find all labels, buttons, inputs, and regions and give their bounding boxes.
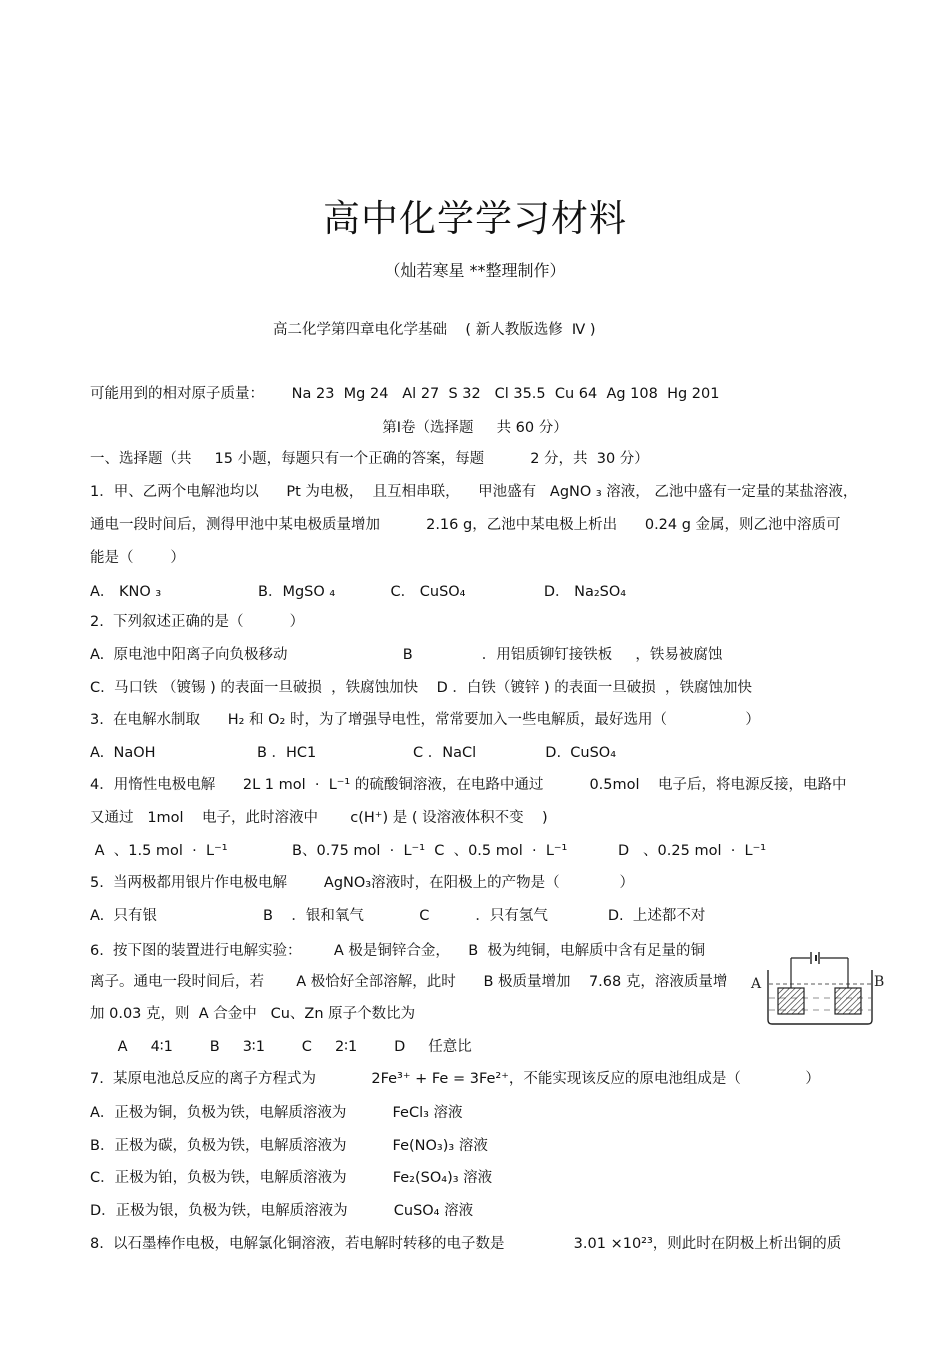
electrolysis-cell-diagram xyxy=(750,948,886,1030)
options-line: B．正极为碳，负极为铁，电解质溶液为 Fe(NO₃)₃ 溶液 xyxy=(90,1138,488,1154)
volume-heading: 第Ⅰ卷（选择题 共 60 分） xyxy=(382,420,568,436)
question-line: 加 0.03 克，则 A 合金中 Cu、Zn 原子个数比为 xyxy=(90,1006,416,1022)
chapter-heading: 高二化学第四章电化学基础 ( 新人教版选修 Ⅳ ) xyxy=(273,322,596,338)
question-line: 8. 以石墨棒作电极，电解氯化铜溶液，若电解时转移的电子数是 3.01 ×10²³，则此时在阴极上析出铜的质 xyxy=(90,1236,842,1252)
electrode-b xyxy=(835,988,861,1014)
subtitle: （灿若寒星 **整理制作） xyxy=(384,261,566,280)
section-heading: 一、选择题（共 15 小题，每题只有一个正确的答案，每题 2 分，共 30 分） xyxy=(90,451,649,467)
atomic-masses: 可能用到的相对原子质量： Na 23 Mg 24 Al 27 S 32 Cl 35.5 Cu 64 Ag 108 Hg 201 xyxy=(90,386,720,402)
label-b: B xyxy=(874,974,885,990)
question-line: 7. 某原电池总反应的离子方程式为 2Fe³⁺ + Fe = 3Fe²⁺，不能实现该反应的原电池组成是（ ） xyxy=(90,1071,820,1087)
question-line: 2. 下列叙述正确的是（ ） xyxy=(90,614,305,630)
options-line: A．正极为铜，负极为铁，电解质溶液为 FeCl₃ 溶液 xyxy=(90,1105,463,1121)
options-line: C. 马口铁 （镀锡 ) 的表面一旦破损 ，铁腐蚀加快 D ．白铁（镀锌 ) 的表面一旦破损 ，铁腐蚀加快 xyxy=(90,680,752,696)
question-line: 通电一段时间后，测得甲池中某电极质量增加 2.16 g，乙池中某电极上析出 0.24 g 金属，则乙池中溶质可 xyxy=(90,517,841,533)
question-line: 1．甲、乙两个电解池均以 Pt 为电极， 且互相串联， 甲池盛有 AgNO ₃ 溶液， 乙池中盛有一定量的某盐溶液， xyxy=(90,484,858,500)
options-line: A 、1.5 mol · L⁻¹ B、0.75 mol · L⁻¹ C 、0.5 mol · L⁻¹ D 、0.25 mol · L⁻¹ xyxy=(90,843,767,859)
options-line: A 4∶1 B 3∶1 C 2∶1 D 任意比 xyxy=(90,1039,472,1055)
question-line: 离子。通电一段时间后，若 A 极恰好全部溶解，此时 B 极质量增加 7.68 克，溶液质量增 xyxy=(90,974,728,990)
question-line: 4．用惰性电极电解 2L 1 mol · L⁻¹ 的硫酸铜溶液，在电路中通过 0.5mol 电子后，将电源反接，电路中 xyxy=(90,777,847,793)
electrode-a xyxy=(778,988,804,1014)
options-line: A. NaOH B ．HC1 C ．NaCl D. CuSO₄ xyxy=(90,745,617,761)
question-line: 5. 当两极都用银片作电极电解 AgNO₃溶液时，在阳极上的产物是（ ） xyxy=(90,875,635,891)
options-line: A． KNO ₃ B．MgSO ₄ C． CuSO₄ D． Na₂SO₄ xyxy=(90,584,627,600)
page-title: 高中化学学习材料 xyxy=(323,197,627,240)
options-line: C．正极为铂，负极为铁，电解质溶液为 Fe₂(SO₄)₃ 溶液 xyxy=(90,1170,493,1186)
label-a: A xyxy=(751,976,762,992)
question-line: 3. 在电解水制取 H₂ 和 O₂ 时，为了增强导电性，常常要加入一些电解质，最好选用（ ） xyxy=(90,712,760,728)
options-line: A. 只有银 B ．银和氧气 C ．只有氢气 D. 上述都不对 xyxy=(90,908,706,924)
options-line: D．正极为银，负极为铁，电解质溶液为 CuSO₄ 溶液 xyxy=(90,1203,474,1219)
question-line: 又通过 1mol 电子，此时溶液中 c(H⁺) 是 ( 设溶液体积不变 ) xyxy=(90,810,548,826)
options-line: A. 原电池中阳离子向负极移动 B ．用铝质铆钉接铁板 ，铁易被腐蚀 xyxy=(90,647,723,663)
question-line: 6. 按下图的装置进行电解实验： A 极是铜锌合金， B 极为纯铜，电解质中含有足量的铜 xyxy=(90,943,705,959)
question-line: 能是（ ） xyxy=(90,550,185,566)
